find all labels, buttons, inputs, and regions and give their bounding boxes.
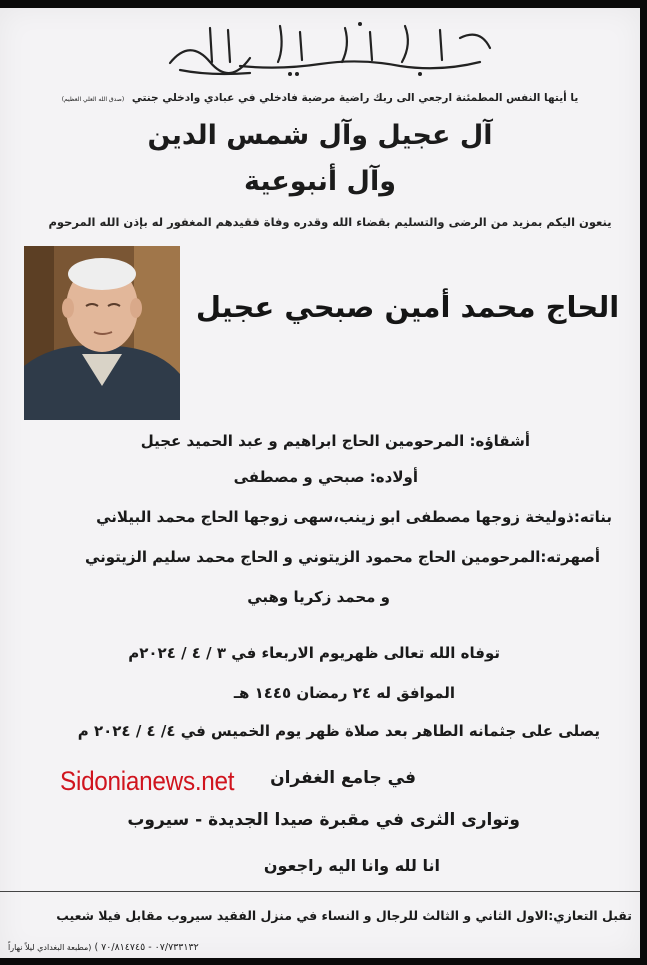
mosque-line: في جامع الغفران xyxy=(270,768,416,788)
verse-text: يا أيتها النفس المطمئنة ارجعي الى ربك راضية مرضية فادخلي في عبادي وادخلي جنتي xyxy=(131,92,579,104)
hijri-date: الموافق له ٢٤ رمضان ١٤٤٥ هـ xyxy=(233,684,455,702)
inlaws-line: أصهرته:المرحومين الحاج محمود الزيتوني و الحاج محمد سليم الزيتوني xyxy=(84,548,600,566)
obituary-paper xyxy=(0,8,640,958)
printer-info xyxy=(8,942,408,953)
footer-divider xyxy=(0,891,640,892)
brothers-line: أشقاؤه: المرحومين الحاج ابراهيم و عبد الحميد عجيل xyxy=(140,432,530,450)
family-line-2: وآل أنبوعية xyxy=(243,166,397,197)
deceased-photo xyxy=(24,246,180,420)
deceased-name: الحاج محمد أمين صبحي عجيل xyxy=(195,290,620,324)
calligraphy-header xyxy=(150,18,500,78)
watermark: Sidonianews.net xyxy=(60,766,235,796)
death-date: توفاه الله تعالى ظهريوم الاربعاء في ٣ / ٤ / ٢٠٢٤م xyxy=(128,644,500,662)
family-line-1: آل عجيل وآل شمس الدين xyxy=(147,120,493,151)
calligraphy-text: سبحان الحي الذي لا يموت xyxy=(319,54,331,55)
closing-verse: انا لله وانا اليه راجعون xyxy=(263,856,440,875)
printer-name: (مطبعة البغدادي ليلاً نهاراً xyxy=(8,943,92,952)
condolences-info: تقبل التعازي:الاول الثاني و الثالث للرجال و النساء في منزل الفقيد سيروب مقابل فيلا شعيب xyxy=(56,908,632,923)
prayer-line: يصلى على جثمانه الطاهر بعد صلاة ظهر يوم الخميس في ٤/ ٤ / ٢٠٢٤ م xyxy=(77,722,600,740)
quran-verse xyxy=(20,92,620,104)
announcement-intro: ينعون اليكم بمزيد من الرضى والتسليم بقضاء الله وقدره وفاة فقيدهم المغفور له بإذن الله المرحوم xyxy=(48,215,612,229)
printer-phone: ٠٧/٧٣٣١٣٢ - ٧٠/٨١٤٧٤٥ ) xyxy=(94,942,199,953)
burial-line: وتوارى الثرى في مقبرة صيدا الجديدة - سيروب xyxy=(127,810,520,830)
sons-line: أولاده: صبحي و مصطفى xyxy=(233,468,418,486)
inlaws-continued: و محمد زكريا وهبي xyxy=(247,588,390,606)
verse-citation: (صدق الله العلي العظيم) xyxy=(61,96,125,103)
daughters-line: بناته:ذوليخة زوجها مصطفى ابو زينب،سهى زوجها الحاج محمد البيلاني xyxy=(96,508,612,526)
